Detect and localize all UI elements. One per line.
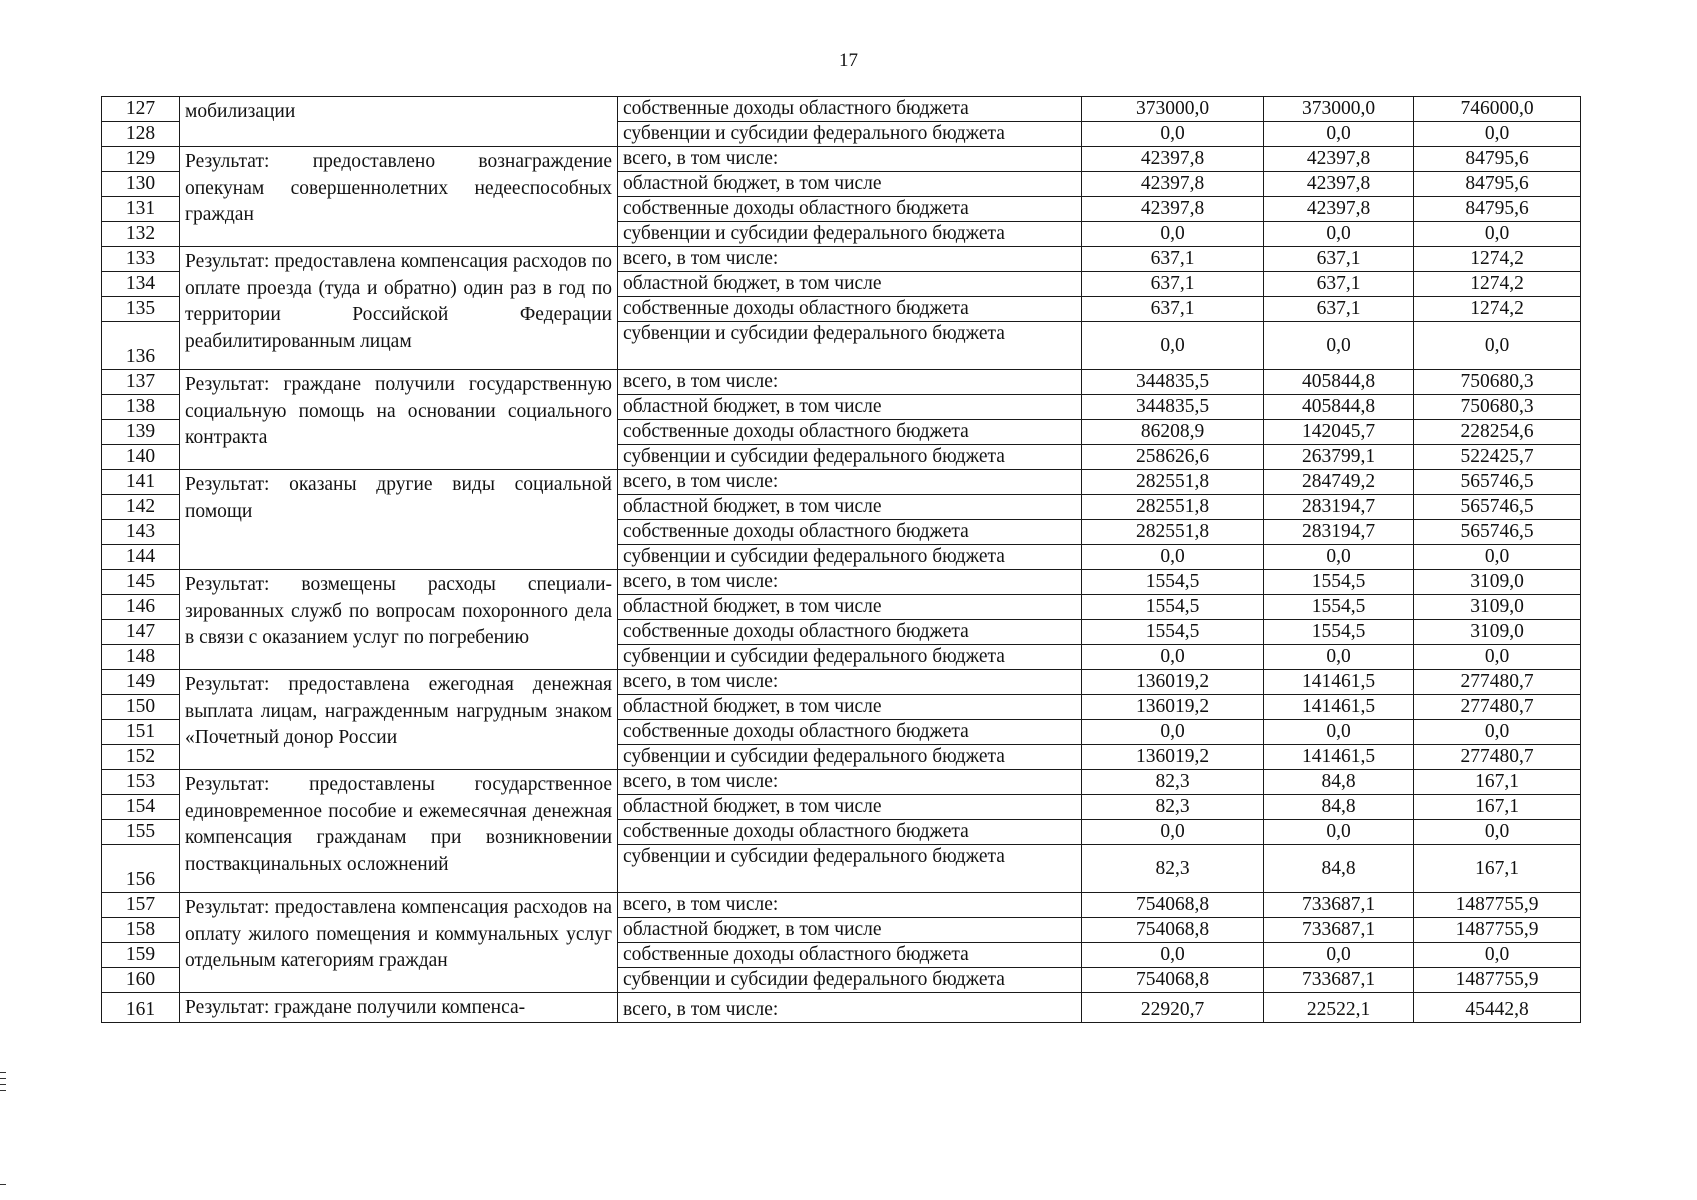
funding-source: всего, в том числе: (618, 993, 1082, 1023)
value-col-2: 637,1 (1264, 297, 1414, 322)
value-col-3: 1274,2 (1414, 247, 1581, 272)
funding-source: всего, в том числе: (618, 770, 1082, 795)
value-col-3: 1487755,9 (1414, 918, 1581, 943)
value-col-1: 1554,5 (1082, 570, 1264, 595)
value-col-1: 282551,8 (1082, 470, 1264, 495)
value-col-2: 0,0 (1264, 820, 1414, 845)
funding-source: областной бюджет, в том числе (618, 172, 1082, 197)
value-col-3: 0,0 (1414, 545, 1581, 570)
row-number: 154 (102, 795, 180, 820)
table-row (102, 570, 1581, 595)
value-col-2: 141461,5 (1264, 745, 1414, 770)
value-col-3: 1487755,9 (1414, 893, 1581, 918)
value-col-1: 0,0 (1082, 222, 1264, 247)
value-col-3: 277480,7 (1414, 670, 1581, 695)
value-col-3: 84795,6 (1414, 197, 1581, 222)
row-number: 156 (102, 845, 180, 893)
table-row (102, 893, 1581, 918)
result-description: Результат: предоставлено вознаграждение опекунам совершеннолетних недееспособных граждан (180, 147, 618, 247)
row-number: 160 (102, 968, 180, 993)
funding-source: субвенции и субсидии федерального бюджета (618, 845, 1082, 893)
value-col-2: 141461,5 (1264, 670, 1414, 695)
value-col-2: 405844,8 (1264, 370, 1414, 395)
row-number: 157 (102, 893, 180, 918)
value-col-3: 0,0 (1414, 122, 1581, 147)
value-col-2: 142045,7 (1264, 420, 1414, 445)
funding-source: областной бюджет, в том числе (618, 595, 1082, 620)
row-number: 147 (102, 620, 180, 645)
value-col-2: 1554,5 (1264, 620, 1414, 645)
table-row (102, 770, 1581, 795)
value-col-1: 637,1 (1082, 247, 1264, 272)
row-number: 136 (102, 322, 180, 370)
value-col-1: 42397,8 (1082, 172, 1264, 197)
funding-source: областной бюджет, в том числе (618, 918, 1082, 943)
value-col-1: 344835,5 (1082, 370, 1264, 395)
value-col-3: 84795,6 (1414, 147, 1581, 172)
table-row (102, 993, 1581, 1023)
row-number: 141 (102, 470, 180, 495)
funding-source: всего, в том числе: (618, 570, 1082, 595)
value-col-1: 82,3 (1082, 845, 1264, 893)
value-col-2: 0,0 (1264, 122, 1414, 147)
value-col-3: 1487755,9 (1414, 968, 1581, 993)
row-number: 135 (102, 297, 180, 322)
result-description: Результат: граждане получили компенса- (180, 993, 618, 1023)
row-number: 158 (102, 918, 180, 943)
value-col-2: 283194,7 (1264, 495, 1414, 520)
result-description: Результат: граждане получили государственную социальную помощь на основании социального контракта (180, 370, 618, 470)
row-number: 153 (102, 770, 180, 795)
value-col-3: 565746,5 (1414, 495, 1581, 520)
value-col-1: 754068,8 (1082, 893, 1264, 918)
table-row (102, 97, 1581, 122)
value-col-3: 522425,7 (1414, 445, 1581, 470)
value-col-2: 0,0 (1264, 545, 1414, 570)
row-number: 127 (102, 97, 180, 122)
value-col-3: 0,0 (1414, 222, 1581, 247)
value-col-2: 733687,1 (1264, 968, 1414, 993)
row-number: 146 (102, 595, 180, 620)
margin-mark (0, 1078, 6, 1079)
row-number: 149 (102, 670, 180, 695)
funding-source: субвенции и субсидии федерального бюджета (618, 122, 1082, 147)
funding-source: собственные доходы областного бюджета (618, 420, 1082, 445)
result-description: мобилизации (180, 97, 618, 147)
margin-mark (0, 1084, 6, 1085)
funding-source: собственные доходы областного бюджета (618, 297, 1082, 322)
table-row (102, 370, 1581, 395)
funding-source: субвенции и субсидии федерального бюджета (618, 445, 1082, 470)
row-number: 155 (102, 820, 180, 845)
funding-source: всего, в том числе: (618, 147, 1082, 172)
value-col-1: 136019,2 (1082, 670, 1264, 695)
value-col-1: 0,0 (1082, 943, 1264, 968)
value-col-3: 1274,2 (1414, 272, 1581, 297)
value-col-3: 167,1 (1414, 770, 1581, 795)
value-col-1: 136019,2 (1082, 695, 1264, 720)
budget-table (101, 96, 1581, 1023)
value-col-1: 754068,8 (1082, 918, 1264, 943)
value-col-1: 1554,5 (1082, 620, 1264, 645)
row-number: 131 (102, 197, 180, 222)
value-col-1: 373000,0 (1082, 97, 1264, 122)
value-col-2: 637,1 (1264, 272, 1414, 297)
value-col-2: 42397,8 (1264, 172, 1414, 197)
result-description: Результат: возмещены расходы специализированных служб по вопросам похоронного дела в связи с оказанием услуг по погребению (180, 570, 618, 670)
funding-source: собственные доходы областного бюджета (618, 97, 1082, 122)
funding-source: субвенции и субсидии федерального бюджета (618, 222, 1082, 247)
funding-source: всего, в том числе: (618, 893, 1082, 918)
funding-source: собственные доходы областного бюджета (618, 197, 1082, 222)
funding-source: субвенции и субсидии федерального бюджета (618, 745, 1082, 770)
row-number: 143 (102, 520, 180, 545)
value-col-2: 84,8 (1264, 770, 1414, 795)
value-col-2: 84,8 (1264, 795, 1414, 820)
value-col-3: 277480,7 (1414, 745, 1581, 770)
value-col-3: 167,1 (1414, 795, 1581, 820)
value-col-2: 284749,2 (1264, 470, 1414, 495)
margin-mark (0, 1184, 6, 1185)
funding-source: собственные доходы областного бюджета (618, 820, 1082, 845)
value-col-1: 344835,5 (1082, 395, 1264, 420)
funding-source: субвенции и субсидии федерального бюджета (618, 545, 1082, 570)
value-col-2: 263799,1 (1264, 445, 1414, 470)
margin-mark (0, 1090, 6, 1091)
value-col-2: 283194,7 (1264, 520, 1414, 545)
table-row (102, 247, 1581, 272)
row-number: 130 (102, 172, 180, 197)
row-number: 138 (102, 395, 180, 420)
funding-source: областной бюджет, в том числе (618, 395, 1082, 420)
value-col-1: 0,0 (1082, 720, 1264, 745)
funding-source: субвенции и субсидии федерального бюджета (618, 645, 1082, 670)
value-col-3: 0,0 (1414, 943, 1581, 968)
value-col-2: 405844,8 (1264, 395, 1414, 420)
value-col-2: 1554,5 (1264, 595, 1414, 620)
result-description: Результат: предоставлены государственное единовременное пособие и ежемесячная денежная компенсация гражданам при возникновении поствакцинальных осложнений (180, 770, 618, 893)
result-description: Результат: предоставлена ежегодная денежная выплата лицам, награжденным нагрудным знаком «Почетный донор России (180, 670, 618, 770)
margin-mark (0, 1072, 6, 1073)
row-number: 150 (102, 695, 180, 720)
value-col-1: 754068,8 (1082, 968, 1264, 993)
value-col-3: 0,0 (1414, 720, 1581, 745)
value-col-1: 86208,9 (1082, 420, 1264, 445)
value-col-3: 565746,5 (1414, 520, 1581, 545)
row-number: 132 (102, 222, 180, 247)
page-number: 17 (839, 50, 858, 71)
value-col-2: 1554,5 (1264, 570, 1414, 595)
funding-source: областной бюджет, в том числе (618, 272, 1082, 297)
funding-source: собственные доходы областного бюджета (618, 943, 1082, 968)
value-col-3: 0,0 (1414, 820, 1581, 845)
row-number: 159 (102, 943, 180, 968)
value-col-3: 746000,0 (1414, 97, 1581, 122)
value-col-1: 258626,6 (1082, 445, 1264, 470)
funding-source: собственные доходы областного бюджета (618, 620, 1082, 645)
value-col-1: 82,3 (1082, 795, 1264, 820)
row-number: 140 (102, 445, 180, 470)
row-number: 161 (102, 993, 180, 1023)
value-col-2: 141461,5 (1264, 695, 1414, 720)
funding-source: собственные доходы областного бюджета (618, 720, 1082, 745)
funding-source: всего, в том числе: (618, 470, 1082, 495)
result-description: Результат: оказаны другие виды социальной помощи (180, 470, 618, 570)
row-number: 152 (102, 745, 180, 770)
value-col-2: 84,8 (1264, 845, 1414, 893)
value-col-1: 0,0 (1082, 322, 1264, 370)
funding-source: всего, в том числе: (618, 670, 1082, 695)
value-col-3: 167,1 (1414, 845, 1581, 893)
value-col-2: 637,1 (1264, 247, 1414, 272)
row-number: 134 (102, 272, 180, 297)
value-col-3: 84795,6 (1414, 172, 1581, 197)
table-row (102, 470, 1581, 495)
value-col-2: 733687,1 (1264, 918, 1414, 943)
value-col-2: 733687,1 (1264, 893, 1414, 918)
value-col-3: 3109,0 (1414, 595, 1581, 620)
value-col-3: 750680,3 (1414, 395, 1581, 420)
value-col-1: 637,1 (1082, 297, 1264, 322)
value-col-2: 0,0 (1264, 322, 1414, 370)
funding-source: областной бюджет, в том числе (618, 795, 1082, 820)
value-col-1: 136019,2 (1082, 745, 1264, 770)
value-col-2: 42397,8 (1264, 147, 1414, 172)
value-col-2: 0,0 (1264, 645, 1414, 670)
value-col-2: 373000,0 (1264, 97, 1414, 122)
value-col-2: 0,0 (1264, 943, 1414, 968)
row-number: 144 (102, 545, 180, 570)
value-col-1: 637,1 (1082, 272, 1264, 297)
value-col-1: 0,0 (1082, 820, 1264, 845)
funding-source: собственные доходы областного бюджета (618, 520, 1082, 545)
value-col-2: 42397,8 (1264, 197, 1414, 222)
value-col-3: 228254,6 (1414, 420, 1581, 445)
value-col-3: 277480,7 (1414, 695, 1581, 720)
value-col-3: 3109,0 (1414, 570, 1581, 595)
value-col-3: 0,0 (1414, 645, 1581, 670)
value-col-1: 42397,8 (1082, 147, 1264, 172)
row-number: 129 (102, 147, 180, 172)
value-col-3: 1274,2 (1414, 297, 1581, 322)
row-number: 139 (102, 420, 180, 445)
value-col-2: 0,0 (1264, 222, 1414, 247)
row-number: 145 (102, 570, 180, 595)
value-col-1: 22920,7 (1082, 993, 1264, 1023)
value-col-3: 0,0 (1414, 322, 1581, 370)
funding-source: областной бюджет, в том числе (618, 695, 1082, 720)
value-col-2: 0,0 (1264, 720, 1414, 745)
value-col-1: 0,0 (1082, 545, 1264, 570)
value-col-1: 0,0 (1082, 122, 1264, 147)
value-col-1: 82,3 (1082, 770, 1264, 795)
result-description: Результат: предоставлена компенсация расходов на оплату жилого помещения и коммунальных услуг отдельным категориям граждан (180, 893, 618, 993)
row-number: 137 (102, 370, 180, 395)
value-col-2: 22522,1 (1264, 993, 1414, 1023)
value-col-1: 1554,5 (1082, 595, 1264, 620)
funding-source: областной бюджет, в том числе (618, 495, 1082, 520)
funding-source: всего, в том числе: (618, 247, 1082, 272)
row-number: 128 (102, 122, 180, 147)
value-col-1: 42397,8 (1082, 197, 1264, 222)
table-row (102, 147, 1581, 172)
row-number: 148 (102, 645, 180, 670)
table-row (102, 670, 1581, 695)
funding-source: всего, в том числе: (618, 370, 1082, 395)
value-col-1: 282551,8 (1082, 520, 1264, 545)
value-col-1: 282551,8 (1082, 495, 1264, 520)
value-col-3: 45442,8 (1414, 993, 1581, 1023)
result-description: Результат: предоставлена компенсация расходов по оплате проезда (туда и обратно) один раз в год по территории Российской Федерации реабилитированным лицам (180, 247, 618, 370)
row-number: 151 (102, 720, 180, 745)
value-col-3: 565746,5 (1414, 470, 1581, 495)
funding-source: субвенции и субсидии федерального бюджета (618, 322, 1082, 370)
funding-source: субвенции и субсидии федерального бюджета (618, 968, 1082, 993)
value-col-1: 0,0 (1082, 645, 1264, 670)
row-number: 142 (102, 495, 180, 520)
row-number: 133 (102, 247, 180, 272)
value-col-3: 750680,3 (1414, 370, 1581, 395)
value-col-3: 3109,0 (1414, 620, 1581, 645)
